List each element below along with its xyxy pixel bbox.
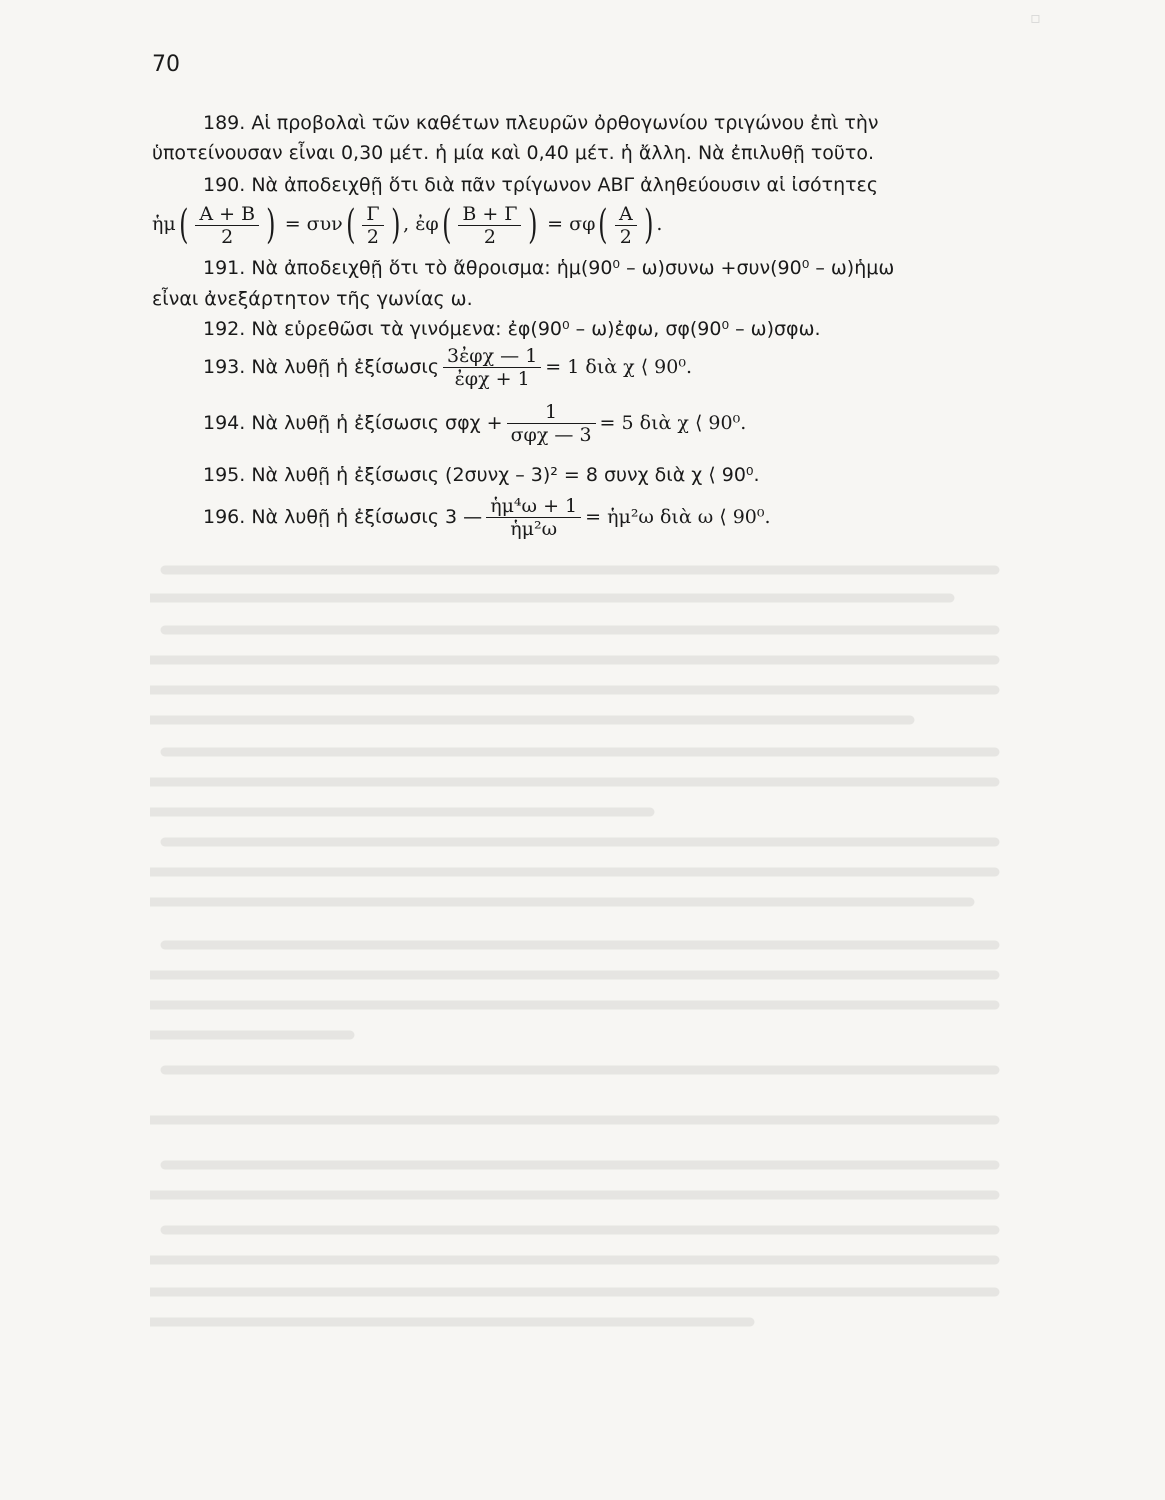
problem-193-fraction [443, 345, 541, 390]
problem-191-line-1: 191. Νὰ ἀποδειχθῇ ὅτι τὸ ἄθροισμα: ἡμ(90⁰ – ω)συνω +συν(90⁰ – ω)ἡμω [203, 257, 895, 279]
problem-194-text: 194. Νὰ λυθῇ ἡ ἐξίσωσις σφχ + [203, 412, 503, 434]
right-paren: ) [643, 202, 654, 248]
problem-194-fraction [507, 401, 596, 446]
left-paren: ( [178, 202, 189, 248]
numerator: Γ [362, 203, 383, 226]
problem-196-condition: = ἡμ²ω διὰ ω ⟨ 90⁰. [585, 506, 771, 528]
bleed-through-texture [150, 540, 1010, 1340]
fraction-g-over-2 [362, 203, 383, 248]
numerator: Β + Γ [458, 203, 521, 226]
problem-190-line-1: 190. Νὰ ἀποδειχθῇ ὅτι διὰ πᾶν τρίγωνον ΑΒΓ ἀληθεύουσιν αἱ ἰσότητες [203, 174, 878, 196]
numerator: Α + Β [195, 203, 259, 226]
equals-cotangent: = σφ [547, 213, 596, 235]
right-paren: ) [390, 202, 401, 248]
right-paren: ) [528, 202, 538, 248]
left-paren: ( [598, 202, 608, 248]
problem-192: 192. Νὰ εὑρεθῶσι τὰ γινόμενα: ἐφ(90⁰ – ω)ἐφω, σφ(90⁰ – ω)σφω. [203, 318, 821, 340]
denominator: 2 [619, 225, 632, 248]
problem-194 [203, 398, 746, 448]
period: . [656, 213, 663, 235]
problem-189-line-1: 189. Αἱ προβολαὶ τῶν καθέτων πλευρῶν ὀρθογωνίου τριγώνου ἐπὶ τὴν [203, 112, 879, 134]
page-number: 70 [152, 52, 180, 77]
numerator: 3ἐφχ — 1 [443, 345, 541, 368]
numerator: ἡμ⁴ω + 1 [486, 495, 581, 518]
sine-prefix: ἡμ [152, 213, 176, 235]
denominator: 2 [366, 225, 379, 248]
problem-196 [203, 492, 771, 542]
fraction-a-over-2 [615, 203, 637, 248]
numerator: 1 [507, 401, 596, 424]
denominator: ἐφχ + 1 [454, 368, 530, 390]
tangent-prefix: , ἐφ [403, 213, 439, 235]
problem-195: 195. Νὰ λυθῇ ἡ ἐξίσωσις (2συνχ – 3)² = 8 συνχ διὰ χ ⟨ 90⁰. [203, 464, 760, 486]
problem-193 [203, 342, 692, 392]
problem-190-identities [152, 198, 662, 251]
problem-191-line-2: εἶναι ἀνεξάρτητον τῆς γωνίας ω. [152, 288, 473, 310]
problem-193-condition: = 1 διὰ χ ⟨ 90⁰. [545, 356, 692, 378]
problem-193-text: 193. Νὰ λυθῇ ἡ ἐξίσωσις [203, 356, 440, 378]
bleed-through-mark: ▫ [1030, 8, 1041, 27]
numerator: Α [615, 203, 637, 226]
equals-cosine: = συν [284, 213, 343, 235]
left-paren: ( [345, 202, 356, 248]
problem-194-condition: = 5 διὰ χ ⟨ 90⁰. [599, 412, 747, 434]
denominator: 2 [221, 225, 234, 248]
denominator: σφχ — 3 [510, 424, 592, 446]
right-paren: ) [266, 202, 276, 248]
denominator: ἡμ²ω [510, 518, 558, 540]
denominator: 2 [483, 225, 496, 248]
fraction-b-plus-g-over-2 [458, 203, 521, 248]
problem-196-text: 196. Νὰ λυθῇ ἡ ἐξίσωσις 3 — [203, 506, 483, 528]
fraction-a-plus-b-over-2 [195, 203, 259, 248]
problem-196-fraction [486, 495, 581, 540]
problem-189-line-2: ὑποτείνουσαν εἶναι 0,30 μέτ. ἡ μία καὶ 0,40 μέτ. ἡ ἄλλη. Νὰ ἐπιλυθῇ τοῦτο. [152, 142, 874, 164]
left-paren: ( [441, 202, 452, 248]
